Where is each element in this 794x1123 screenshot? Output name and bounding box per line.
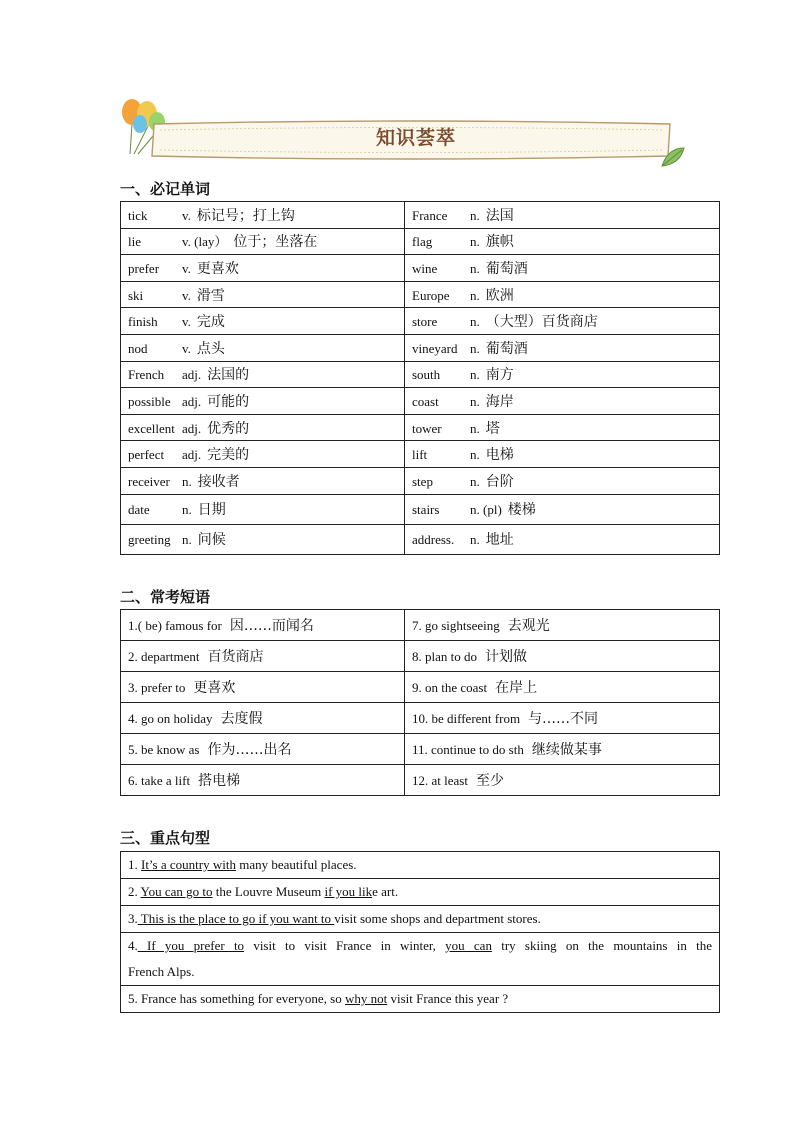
section-banner (118, 96, 688, 176)
vocab-meaning: 地址 (485, 532, 514, 549)
vocab-cell-left (121, 524, 405, 554)
table-row (121, 494, 720, 524)
vocab-word: step (412, 473, 433, 489)
vocab-word: stairs (412, 502, 440, 518)
vocab-meaning: 楼梯 (507, 502, 536, 519)
phrase-meaning: 在岸上 (495, 680, 538, 696)
vocab-meaning: 法国 (485, 207, 514, 224)
vocab-word: ski (128, 287, 144, 303)
sentence-2: 2. You can go to the Louvre Museum if you like art. (121, 879, 720, 906)
vocab-meaning: 旗帜 (485, 234, 514, 251)
vocab-meaning: 位于；坐落在 (233, 234, 318, 251)
vocab-pos: n. (pl) (470, 502, 502, 518)
vocab-cell-left (121, 361, 405, 388)
vocab-word: excellent (128, 420, 175, 436)
banner-title: 知识荟萃 (375, 127, 456, 149)
table-row (121, 933, 720, 986)
vocab-cell-left (121, 388, 405, 415)
vocab-cell-left (121, 441, 405, 468)
vocab-meaning: 标记号；打上钩 (196, 207, 295, 224)
vocab-cell-right (405, 441, 720, 468)
vocab-cell-right (405, 308, 720, 335)
vocab-meaning: 塔 (485, 420, 500, 437)
vocab-meaning: 完成 (196, 314, 225, 331)
vocab-meaning: 可能的 (207, 393, 250, 410)
vocab-word: receiver (128, 473, 170, 489)
phrase-cell-left (121, 672, 405, 703)
phrase-meaning: 至少 (475, 773, 504, 789)
phrase-meaning: 搭电梯 (198, 773, 241, 789)
vocab-pos: adj. (182, 367, 202, 383)
phrase-cell-right (405, 703, 720, 734)
phrase-text: 10. be different from (412, 711, 521, 726)
phrase-text: 9. on the coast (412, 680, 488, 695)
phrase-meaning: 继续做某事 (531, 742, 602, 758)
phrase-cell-right (405, 672, 720, 703)
vocab-pos: v. (182, 314, 191, 330)
vocab-cell-left (121, 494, 405, 524)
vocab-word: coast (412, 393, 439, 409)
vocab-cell-left (121, 255, 405, 282)
vocab-meaning: 海岸 (485, 393, 514, 410)
vocab-pos: n. (470, 234, 480, 250)
vocab-cell-right (405, 255, 720, 282)
vocab-cell-right (405, 524, 720, 554)
vocab-word: France (412, 207, 448, 223)
vocab-pos: n. (470, 260, 480, 276)
vocab-pos: n. (470, 340, 480, 356)
phrase-meaning: 作为……出名 (207, 742, 292, 758)
vocab-pos: n. (182, 532, 192, 548)
vocab-meaning: 滑雪 (196, 287, 225, 304)
table-row (121, 414, 720, 441)
vocab-cell-left (121, 228, 405, 255)
phrase-text: 8. plan to do (412, 649, 477, 664)
vocab-cell-right (405, 202, 720, 229)
vocab-cell-left (121, 308, 405, 335)
vocab-meaning: 南方 (485, 367, 514, 384)
vocab-cell-left (121, 414, 405, 441)
phrase-meaning: 更喜欢 (193, 680, 236, 696)
vocab-word: tick (128, 207, 148, 223)
phrase-meaning: 计划做 (485, 649, 527, 665)
vocab-pos: v. (lay） (182, 234, 228, 250)
vocab-meaning: 电梯 (485, 447, 514, 464)
phrase-cell-right (405, 641, 720, 672)
vocab-meaning: 点头 (196, 340, 225, 357)
vocab-pos: n. (470, 532, 480, 548)
vocab-cell-right (405, 361, 720, 388)
phrase-meaning: 与……不同 (528, 711, 599, 727)
phrase-cell-right (405, 765, 720, 796)
vocab-word: flag (412, 234, 433, 250)
vocab-meaning: 葡萄酒 (485, 260, 528, 277)
sentence-4: 4. If you prefer to visit to visit France in winter, you can try skiing on the mountains in the French Alps. (121, 933, 720, 986)
table-row (121, 852, 720, 879)
vocab-word: possible (128, 393, 171, 409)
vocab-cell-left (121, 334, 405, 361)
phrase-cell-left (121, 610, 405, 641)
vocab-meaning: 葡萄酒 (485, 340, 528, 357)
vocab-word: date (128, 502, 150, 518)
vocab-cell-left (121, 202, 405, 229)
vocab-meaning: 法国的 (207, 367, 250, 384)
vocab-pos: n. (470, 207, 480, 223)
table-row (121, 879, 720, 906)
vocab-cell-right (405, 414, 720, 441)
vocab-word: Europe (412, 287, 450, 303)
phrase-text: 6. take a lift (128, 773, 191, 788)
phrase-cell-right (405, 610, 720, 641)
sentence-5: 5. France has something for everyone, so why not visit France this year ? (121, 986, 720, 1013)
vocab-meaning: 接收者 (197, 473, 240, 490)
vocab-cell-left (121, 467, 405, 494)
vocab-pos: n. (470, 473, 480, 489)
vocab-meaning: （大型）百货商店 (485, 314, 598, 331)
vocab-pos: n. (470, 393, 480, 409)
vocab-word: prefer (128, 260, 160, 276)
phrase-text: 2. department (128, 649, 200, 664)
vocab-word: finish (128, 314, 158, 330)
phrase-text: 7. go sightseeing (412, 618, 500, 633)
phrase-text: 4. go on holiday (128, 711, 213, 726)
vocab-pos: v. (182, 207, 191, 223)
table-row (121, 281, 720, 308)
table-row (121, 334, 720, 361)
phrase-meaning: 去观光 (507, 618, 550, 634)
phrase-cell-left (121, 703, 405, 734)
vocab-meaning: 完美的 (207, 447, 250, 464)
vocab-section-title: 一、必记单词 (120, 180, 211, 198)
vocab-pos: n. (470, 420, 480, 436)
vocab-pos: adj. (182, 447, 202, 463)
table-row (121, 765, 720, 796)
table-row (121, 986, 720, 1013)
phrase-cell-left (121, 641, 405, 672)
vocab-cell-right (405, 281, 720, 308)
leaf-icon (658, 144, 688, 170)
vocab-word: nod (128, 340, 148, 356)
vocab-meaning: 问候 (197, 532, 226, 549)
table-row (121, 641, 720, 672)
vocab-word: vineyard (412, 340, 458, 356)
phrase-cell-left (121, 734, 405, 765)
table-row (121, 228, 720, 255)
sentence-3: 3. This is the place to go if you want to visit some shops and department stores. (121, 906, 720, 933)
vocab-pos: n. (470, 447, 480, 463)
vocab-word: French (128, 367, 165, 383)
vocab-word: wine (412, 260, 438, 276)
table-row (121, 467, 720, 494)
table-row (121, 703, 720, 734)
sentence-section-title: 三、重点句型 (120, 829, 211, 847)
vocab-cell-right (405, 228, 720, 255)
table-row (121, 308, 720, 335)
phrase-text: 1.( be) famous for (128, 618, 222, 633)
vocab-pos: n. (182, 473, 192, 489)
vocab-cell-right (405, 388, 720, 415)
vocab-pos: n. (470, 314, 480, 330)
phrase-text: 5. be know as (128, 742, 200, 757)
vocab-word: tower (412, 420, 442, 436)
table-row (121, 202, 720, 229)
vocab-cell-left (121, 281, 405, 308)
table-row (121, 672, 720, 703)
table-row (121, 441, 720, 468)
vocab-pos: n. (470, 287, 480, 303)
vocab-pos: adj. (182, 393, 202, 409)
sentence-table (120, 851, 720, 1013)
vocab-cell-right (405, 467, 720, 494)
table-row (121, 361, 720, 388)
table-row (121, 524, 720, 554)
vocab-meaning: 日期 (197, 502, 226, 519)
table-row (121, 906, 720, 933)
phrase-meaning: 因……而闻名 (229, 618, 314, 634)
vocab-pos: v. (182, 260, 191, 276)
phrase-text: 3. prefer to (128, 680, 186, 695)
phrase-table (120, 609, 720, 796)
phrase-cell-left (121, 765, 405, 796)
vocab-word: lift (412, 447, 428, 463)
phrase-cell-right (405, 734, 720, 765)
phrase-meaning: 百货商店 (207, 649, 264, 665)
vocab-word: lie (128, 234, 141, 250)
vocab-meaning: 欧洲 (485, 287, 514, 304)
phrase-text: 11. continue to do sth (412, 742, 524, 757)
vocab-meaning: 台阶 (485, 473, 514, 490)
table-row (121, 255, 720, 282)
vocab-pos: v. (182, 340, 191, 356)
vocab-pos: n. (470, 367, 480, 383)
vocab-pos: adj. (182, 420, 202, 436)
vocab-pos: v. (182, 287, 191, 303)
vocab-cell-right (405, 334, 720, 361)
vocab-word: store (412, 314, 438, 330)
table-row (121, 734, 720, 765)
vocab-pos: n. (182, 502, 192, 518)
vocab-word: greeting (128, 532, 171, 548)
vocab-word: south (412, 367, 441, 383)
phrase-meaning: 去度假 (220, 711, 263, 727)
vocab-word: address. (412, 532, 455, 548)
vocab-table (120, 201, 720, 555)
sentence-1: 1. It’s a country with many beautiful places. (121, 852, 720, 879)
vocab-word: perfect (128, 447, 165, 463)
phrase-text: 12. at least (412, 773, 468, 788)
vocab-cell-right (405, 494, 720, 524)
phrase-section-title: 二、常考短语 (120, 588, 211, 606)
vocab-meaning: 更喜欢 (196, 260, 239, 277)
table-row (121, 388, 720, 415)
table-row (121, 610, 720, 641)
vocab-meaning: 优秀的 (207, 420, 250, 437)
